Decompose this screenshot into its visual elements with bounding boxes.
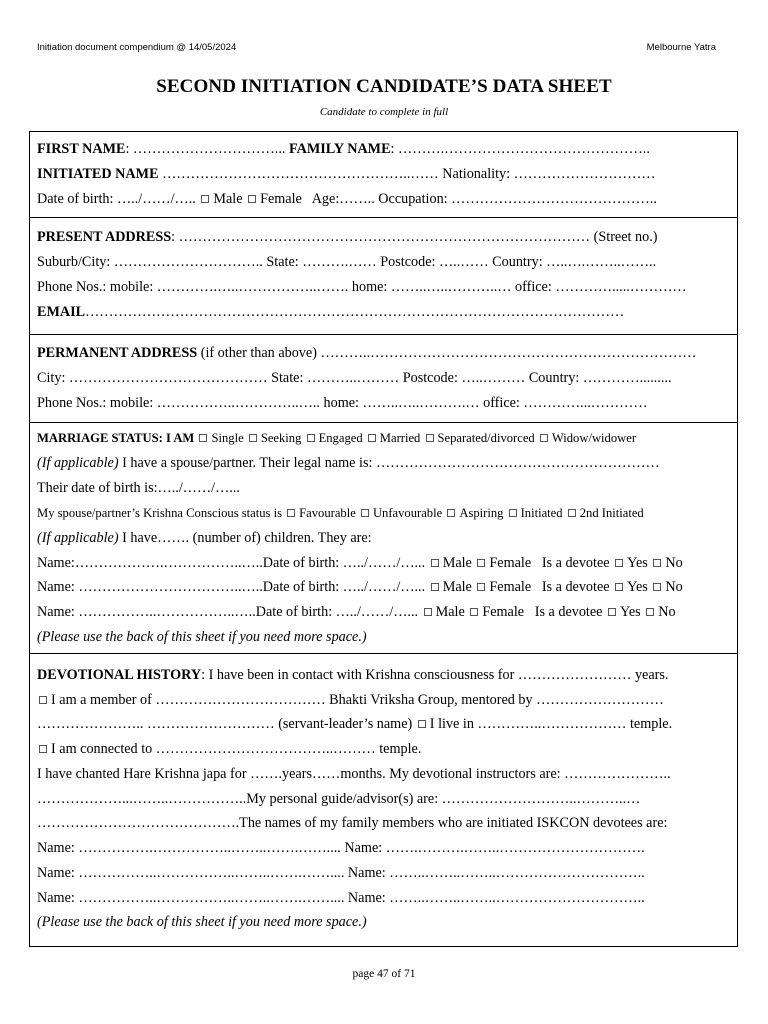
aspiring-checkbox[interactable] (447, 509, 455, 517)
bhakti-vriksha-field[interactable]: I am a member of ……………………………… Bhakti Vriksha Group, mentored by ……………………… (51, 692, 664, 708)
bhakti-vriksha-line (37, 691, 731, 709)
spouse-dob-line[interactable]: Their date of birth is:…../……/…... (37, 480, 240, 496)
child-yes-checkbox[interactable] (615, 559, 623, 567)
seeking-checkbox[interactable] (249, 434, 257, 442)
female-label: Female (260, 191, 302, 207)
live-in-temple-field[interactable]: I live in …………..……………… temple. (429, 716, 673, 732)
initiated-name-field[interactable]: ……………………………………………..…… Nationality: ………………………… (158, 166, 656, 182)
marriage-section (30, 423, 737, 654)
name-line (37, 140, 731, 158)
connected-temple-field[interactable]: I am connected to ………………………………..……… temple. (51, 741, 422, 757)
family-name-label: FAMILY NAME (289, 141, 391, 157)
child-no-checkbox[interactable] (653, 583, 661, 591)
child-devotee-label: Is a devotee (541, 579, 610, 595)
email-line (37, 303, 731, 321)
children-count-line (37, 529, 731, 547)
favourable-label: Favourable (299, 506, 356, 520)
single-checkbox[interactable] (199, 434, 207, 442)
dob-field[interactable]: Date of birth: …../……/….. (37, 191, 196, 207)
permanent-city-line[interactable]: City: …………………………………… State: ………..……… Postcode: …..……… Country: …………......... (37, 370, 672, 386)
kc-status-line (37, 504, 731, 522)
child-male-checkbox[interactable] (431, 559, 439, 567)
child-name-field[interactable]: Name:……………….……………..…..Date of birth: …../……/…... (37, 555, 426, 571)
child-female-label: Female (489, 579, 532, 595)
child-female-checkbox[interactable] (477, 559, 485, 567)
personal-section (30, 132, 737, 218)
email-label: EMAIL (37, 304, 86, 320)
child-female-label: Female (489, 555, 532, 571)
present-address-section (30, 218, 737, 335)
seeking-label: Seeking (260, 431, 302, 445)
header-left-text: Initiation document compendium @ 14/05/2024 (37, 42, 237, 53)
marriage-note: (Please use the back of this sheet if you need more space.) (37, 629, 367, 645)
engaged-label: Engaged (318, 431, 363, 445)
japa-line[interactable]: I have chanted Hare Krishna japa for …….years……months. My devotional instructors are: ………………….. (37, 766, 671, 782)
child-female-checkbox[interactable] (477, 583, 485, 591)
page-subtitle: Candidate to complete in full (319, 106, 449, 118)
separated-checkbox[interactable] (426, 434, 434, 442)
aspiring-label: Aspiring (459, 506, 504, 520)
favourable-checkbox[interactable] (287, 509, 295, 517)
child-male-checkbox[interactable] (431, 583, 439, 591)
permanent-phone-line[interactable]: Phone Nos.: mobile: ……………..…………..….. home: ……..…..……….… office: …………...………… (37, 395, 648, 411)
child-yes-checkbox[interactable] (608, 608, 616, 616)
child-yes-label: Yes (627, 555, 648, 571)
spouse-name-field[interactable]: I have a spouse/partner. Their legal name is: …………………………………………………… (118, 455, 660, 471)
married-label: Married (379, 431, 421, 445)
permanent-address-section (30, 335, 737, 423)
present-suburb-line[interactable]: Suburb/City: ………………………….. State: ……….…… Postcode: …..…… Country: …..….……..…….. (37, 254, 657, 270)
family-name-field[interactable]: : ……….…………………………………….. (390, 141, 650, 157)
child-name-field[interactable]: Name: ……………..……………..…..Date of birth: …../……/…... (37, 604, 419, 620)
child-no-label: No (658, 604, 676, 620)
devotional-note: (Please use the back of this sheet if you need more space.) (37, 914, 367, 930)
family-devotees-line[interactable]: …………………………………….The names of my family members who are initiated ISKCON devotees are: (37, 815, 668, 831)
child-no-checkbox[interactable] (653, 559, 661, 567)
child-row (37, 554, 731, 572)
marriage-status-label: MARRIAGE STATUS: I AM (37, 431, 195, 445)
present-address-line (37, 228, 731, 246)
single-label: Single (211, 431, 244, 445)
children-if-applicable: (If applicable) (37, 530, 119, 546)
family-name-row[interactable]: Name: ……………..……………..……..…….…….... Name: ……..……..……..………………………….. (37, 890, 645, 906)
member-checkbox[interactable] (39, 696, 47, 704)
child-male-label: Male (442, 555, 472, 571)
permanent-address-line (37, 344, 731, 362)
page-title: SECOND INITIATION CANDIDATE’S DATA SHEET (156, 76, 612, 97)
present-address-field[interactable]: : …………………………………………………………………………… (Street no.) (171, 229, 658, 245)
devotional-contact-line (37, 666, 731, 684)
devotional-section (30, 654, 737, 948)
unfavourable-checkbox[interactable] (361, 509, 369, 517)
child-row (37, 578, 731, 596)
marriage-status-line (37, 429, 731, 447)
child-yes-label: Yes (620, 604, 641, 620)
child-female-checkbox[interactable] (470, 608, 478, 616)
live-in-temple-checkbox[interactable] (418, 720, 426, 728)
child-no-label: No (665, 555, 683, 571)
initiated-name-line (37, 165, 731, 183)
child-devotee-label: Is a devotee (534, 604, 603, 620)
servant-leader-field[interactable]: ………………….. ……………………… (servant-leader’s name) (37, 716, 413, 732)
permanent-address-label: PERMANENT ADDRESS (37, 345, 198, 361)
family-name-row[interactable]: Name: …………….……………..……..…….…….... Name: …….……….……..…………………………. (37, 840, 645, 856)
initiated-label: Initiated (520, 506, 563, 520)
child-no-label: No (665, 579, 683, 595)
kc-status-label: My spouse/partner’s Krishna Conscious status is (37, 506, 282, 520)
child-row (37, 603, 731, 621)
child-yes-checkbox[interactable] (615, 583, 623, 591)
dob-line (37, 190, 731, 208)
initiated-name-label: INITIATED NAME (37, 166, 159, 182)
connected-checkbox[interactable] (39, 745, 47, 753)
spouse-name-line (37, 454, 731, 472)
child-yes-label: Yes (627, 579, 648, 595)
child-devotee-label: Is a devotee (541, 555, 610, 571)
devotional-history-label: DEVOTIONAL HISTORY (37, 667, 202, 683)
child-no-checkbox[interactable] (646, 608, 654, 616)
male-label: Male (213, 191, 243, 207)
widow-checkbox[interactable] (540, 434, 548, 442)
child-male-label: Male (442, 579, 472, 595)
contact-years-field[interactable]: : I have been in contact with Krishna consciousness for …………………… years. (201, 667, 669, 683)
child-male-label: Male (435, 604, 465, 620)
female-checkbox[interactable] (248, 195, 256, 203)
servant-leader-line (37, 715, 731, 733)
children-count-field[interactable]: I have……. (number of) children. They are: (118, 530, 372, 546)
engaged-checkbox[interactable] (307, 434, 315, 442)
married-checkbox[interactable] (368, 434, 376, 442)
initiated-checkbox[interactable] (509, 509, 517, 517)
child-male-checkbox[interactable] (424, 608, 432, 616)
second-initiated-label: 2nd Initiated (579, 506, 644, 520)
page-number: page 47 of 71 (352, 968, 416, 980)
present-phone-line[interactable]: Phone Nos.: mobile: ………….…..……………..……. home: ……..…..………..… office: ………….....………… (37, 279, 687, 295)
permanent-address-field[interactable]: (if other than above) ………..…………………………………………………………… (197, 345, 697, 361)
first-name-field[interactable]: : …………………………... (125, 141, 286, 157)
header-right-text: Melbourne Yatra (646, 42, 716, 53)
age-occupation-field[interactable]: Age:…….. Occupation: …………………………………….. (311, 191, 657, 207)
second-initiated-checkbox[interactable] (568, 509, 576, 517)
guide-line[interactable]: ………………...……..……………..My personal guide/advisor(s) are: ………………………..………..… (37, 791, 641, 807)
data-sheet-form (29, 131, 738, 947)
unfavourable-label: Unfavourable (372, 506, 443, 520)
child-female-label: Female (482, 604, 525, 620)
family-name-row[interactable]: Name: ……………..……………..……..…….…….... Name: ……..……..……..………………………….. (37, 865, 645, 881)
email-field[interactable]: …………………………………………………………………………………………………… (85, 304, 625, 320)
connected-temple-line (37, 740, 731, 758)
widow-label: Widow/widower (551, 431, 637, 445)
separated-label: Separated/divorced (437, 431, 535, 445)
male-checkbox[interactable] (201, 195, 209, 203)
spouse-if-applicable: (If applicable) (37, 455, 119, 471)
child-name-field[interactable]: Name: ……………………………..…..Date of birth: …../……/…... (37, 579, 426, 595)
first-name-label: FIRST NAME (37, 141, 126, 157)
present-address-label: PRESENT ADDRESS (37, 229, 172, 245)
